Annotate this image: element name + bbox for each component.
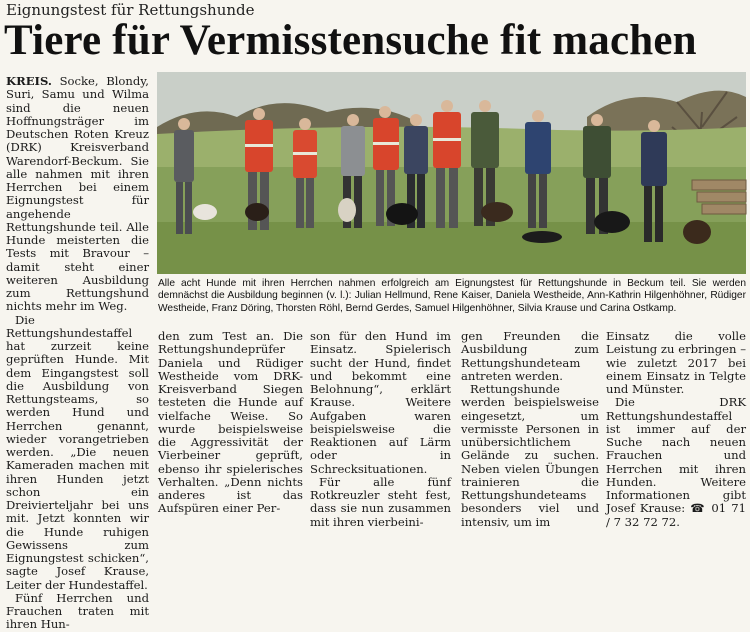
paragraph-6: Für alle fünf Rotkreuzler steht fest, dass sie nun zusammen mit ihren vierbeini- — [310, 474, 451, 529]
headline: Tiere für Vermisstensuche fit machen — [4, 17, 697, 64]
paragraph-8: Rettungshunde werden beispielsweise eingesetzt, um vermisste Personen in unübersichtlichem Gelände zu suchen. Neben vielen Übungen trainieren die Rettungshundeteams besonders viel und intensiv, um im — [461, 382, 599, 529]
article-photo — [157, 72, 746, 274]
body-column-4 — [461, 329, 599, 529]
paragraph-3: Fünf Herrchen und Frauchen traten mit ihren Hun- — [6, 590, 149, 632]
photo-caption: Alle acht Hunde mit ihren Herrchen nahmen erfolgreich am Eignungstest für Rettungshunde in Beckum teil. Sie werden demnächst die Ausbildung beginnen (v. l.): Julian Hellmund, Rene Kaiser, Daniela Westheide, Ann-Kathrin Hilgenhöhner, Rüdiger Westheide, Franz Döring, Thorsten Röhl, Bernd Gerdes, Samuel Hilgenhöhner, Silvia Krause und Carina Ostkamp. — [158, 278, 746, 314]
paragraph-4: den zum Test an. Die Rettungshundeprüfer Daniela und Rüdiger Westheide vom DRK-Kreisverband Siegen testeten die Hunde auf vielfache Weise. So wurde beispielsweise die Aggressivität der Vierbeiner geprüft, ebenso ihr spielerisches Verhalten. „Denn nichts anderes ist das Aufspüren einer Per- — [158, 329, 303, 516]
body-column-5 — [606, 329, 746, 529]
body-column-2 — [158, 329, 303, 516]
paragraph-7: gen Freunden die Ausbildung zum Rettungshundeteam antreten werden. — [461, 329, 599, 383]
paragraph-9: Einsatz die volle Leistung zu erbringen – wie zuletzt 2017 bei einem Einsatz in Telgte und Münster. — [606, 329, 746, 396]
paragraph-5: son für den Hund im Einsatz. Spielerisch sucht der Hund, findet und bekommt eine Belohnung“, erklärt Krause. Weitere Aufgaben waren beispielsweise die Reaktionen auf Lärm oder in Schrecksituationen. — [310, 329, 451, 476]
kicker: Eignungstest für Rettungshunde — [6, 1, 255, 19]
paragraph-1 — [6, 75, 149, 314]
dateline: KREIS. — [6, 74, 52, 88]
body-column-3 — [310, 329, 451, 529]
body-column-1 — [6, 74, 149, 632]
paragraph-2: Die Rettungshundestaffel hat zurzeit keine geprüften Hunde. Mit dem Eingangstest soll die Ausbildung von Rettungsteams, so werden Hund und Herrchen genannt, wieder vorangetrieben werden. „Die neuen Kameraden machen mit ihren Hunden jetzt schon ein Dreivierteljahr bei uns mit. Jetzt konnten wir die Hunde ruhigen Gewissens zum Eignungstest schicken“, sagte Josef Krause, Leiter der Hundestaffel. — [6, 312, 149, 592]
paragraph-1-text: Socke, Blondy, Suri, Samu und Wilma sind die neuen Hoffnungsträger im Deutschen Roten Kreuz (DRK) Kreisverband Warendorf-Beckum. Sie alle nahmen mit ihren Herrchen bei einem Eignungstest für angehende Rettungshunde teil. Alle Hunde meisterten die Tests mit Bravour – damit steht einer weiteren Ausbildung zum Rettungshund nichts mehr im Weg. — [6, 74, 149, 314]
paragraph-10: Die DRK Rettungshundestaffel ist immer auf der Suche nach neuen Frauchen und Herrchen mit ihren Hunden. Weitere Informationen gibt Josef Krause: ☎ 01 71 / 7 32 72 72. — [606, 395, 746, 529]
